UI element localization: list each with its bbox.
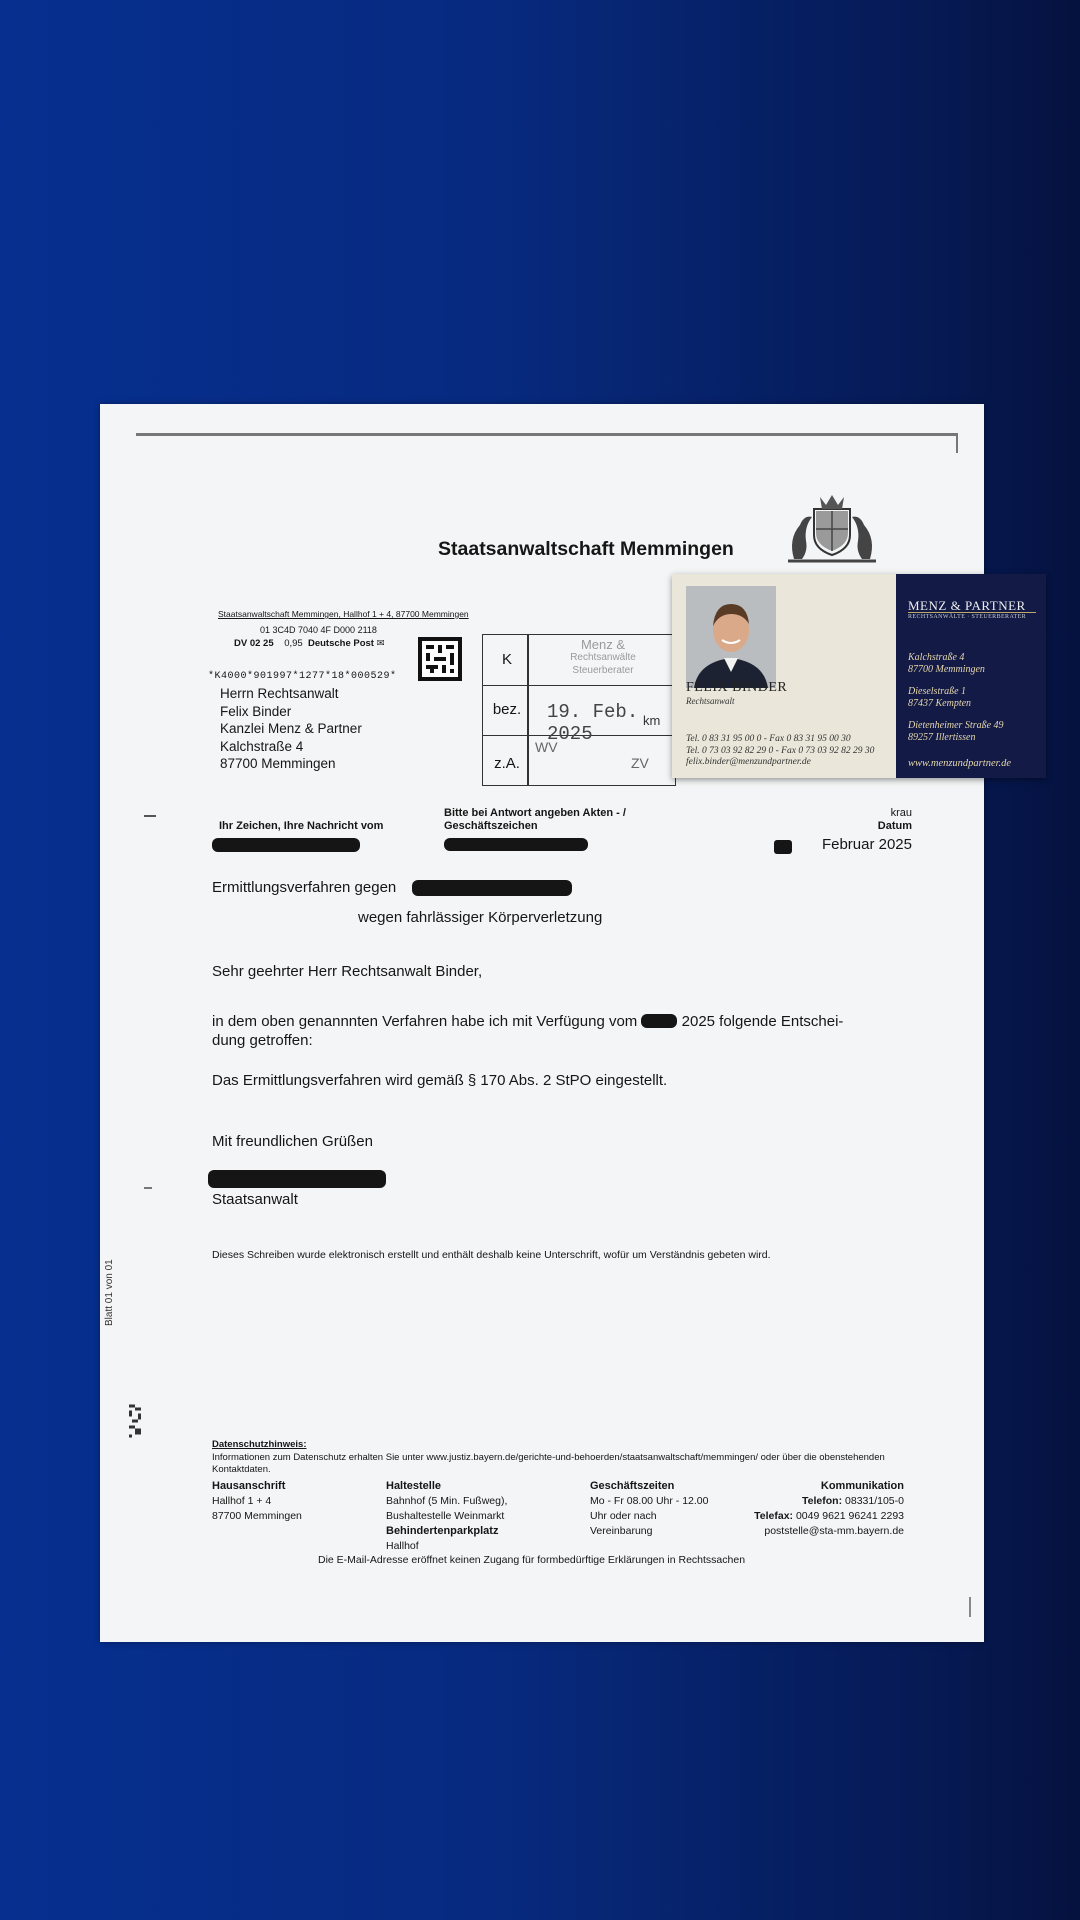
brand-name: MENZ & PARTNER — [908, 598, 1026, 613]
postage-line — [234, 638, 385, 649]
recipient-line: Kanzlei Menz & Partner — [220, 721, 362, 736]
card-website[interactable]: www.menzundpartner.de — [908, 758, 1012, 769]
office-location: Dietenheimer Straße 49 89257 Illertissen — [908, 720, 1004, 743]
top-rule — [136, 433, 958, 436]
footer-hours: Geschäftszeiten Mo - Fr 08.00 Uhr - 12.00 Uhr oder nach Vereinbarung — [590, 1480, 709, 1537]
business-card — [672, 574, 1046, 778]
stamp-zv: ZV — [631, 755, 649, 771]
datamatrix-code-icon — [418, 637, 462, 681]
card-front-panel — [672, 574, 896, 778]
signatory-role: Staatsanwalt — [212, 1191, 298, 1208]
card-brand-panel — [896, 574, 1046, 778]
portrait-photo — [686, 586, 776, 688]
bavarian-coat-of-arms-icon — [774, 489, 890, 565]
your-reference-header: Ihr Zeichen, Ihre Nachricht vom — [219, 820, 384, 832]
salutation: Sehr geehrter Herr Rechtsanwalt Binder, — [212, 963, 483, 980]
redaction-bar — [444, 838, 588, 851]
authority-title: Staatsanwaltschaft Memmingen — [438, 538, 734, 560]
redaction-bar — [212, 838, 360, 852]
barcode-text: *K4000*901997*1277*18*000529* — [208, 671, 397, 682]
card-role: Rechtsanwalt — [686, 696, 735, 706]
office-location: Dieselstraße 1 87437 Kempten — [908, 686, 972, 709]
fold-mark — [144, 1187, 152, 1189]
privacy-heading: Datenschutzhinweis: — [212, 1439, 307, 1450]
sheet-number: Blatt 01 von 01 — [104, 1259, 115, 1326]
recipient-line: Kalchstraße 4 — [220, 738, 304, 754]
footer-email-note: Die E-Mail-Adresse eröffnet keinen Zugang für formbedürftige Erklärungen in Rechtssachen — [318, 1554, 746, 1566]
file-reference-header: Bitte bei Antwort angeben Akten - / Geschäftszeichen — [444, 807, 626, 832]
date-header — [878, 807, 912, 833]
fold-mark — [144, 815, 156, 817]
date-label: Datum — [877, 820, 912, 832]
stamp-label-za: z.A. — [494, 755, 520, 772]
post-horn-icon: ✉ — [376, 638, 385, 649]
recipient-address — [220, 685, 480, 773]
sender-return-line: Staatsanwaltschaft Memmingen, Hallhof 1 + 4, 87700 Memmingen — [218, 609, 469, 619]
stamp-initials: km — [643, 713, 661, 728]
footer-email[interactable]: poststelle@sta-mm.bayern.de — [764, 1525, 904, 1537]
redaction-bar — [641, 1014, 677, 1028]
office-location: Kalchstraße 4 87700 Memmingen — [908, 652, 985, 675]
subject-offense: wegen fahrlässiger Körperverletzung — [358, 909, 603, 926]
stamp-wv: WV — [535, 739, 558, 755]
stamp-label-bez: bez. — [492, 701, 522, 718]
footer-stop: Haltestelle Bahnhof (5 Min. Fußweg), Bushaltestelle Weinmarkt Behindertenparkplatz Hallhof — [386, 1480, 508, 1552]
letter-date: Februar 2025 — [821, 836, 912, 853]
footer-communication: Kommunikation Telefon: 08331/105-0 Telefax: 0049 9621 96241 2293 poststelle@sta-mm.bayern.de — [754, 1480, 904, 1537]
brand-subtitle: RECHTSANWÄLTE · STEUERBERATER — [908, 614, 1027, 620]
post-code: 01 3C4D 7040 4F D000 2118 — [260, 625, 377, 635]
redaction-bar — [412, 880, 572, 896]
sheet-code-icon — [129, 1404, 141, 1438]
top-rule-end — [956, 433, 958, 453]
stamp-date: 19. Feb. 2025 — [547, 701, 639, 745]
redaction-bar — [774, 840, 792, 854]
closing: Mit freundlichen Grüßen — [212, 1133, 373, 1150]
subject-line: Ermittlungsverfahren gegen — [212, 879, 397, 896]
brand-rule — [908, 612, 1036, 613]
electronic-note: Dieses Schreiben wurde elektronisch erstellt und enthält deshalb keine Unterschrift, wofür um Verständnis gebeten wird. — [212, 1249, 771, 1261]
post-carrier: Deutsche Post — [307, 638, 374, 649]
stamp-label-k: K — [501, 651, 512, 668]
post-price: 0,95 — [284, 638, 303, 649]
card-name: FELIX BINDER — [686, 680, 788, 695]
privacy-text: Informationen zum Datenschutz erhalten Sie unter www.justiz.bayern.de/gerichte-und-behoerden/staatsanwaltschaft/memmingen/ oder über die obenstehenden Kontaktdaten. — [212, 1452, 885, 1475]
signature-redaction — [208, 1170, 386, 1188]
recipient-line: 87700 Memmingen — [220, 756, 336, 771]
person-portrait-icon — [686, 586, 776, 688]
card-contacts: Tel. 0 83 31 95 00 0 - Fax 0 83 31 95 00 30 Tel. 0 73 03 92 82 29 0 - Fax 0 73 03 92 82 29 30 felix.binder@menzundpartner.de — [686, 734, 906, 769]
decision-paragraph: in dem oben genannnten Verfahren habe ich mit Verfügung vom 2025 folgende Entschei- dung getroffen: — [212, 1013, 844, 1049]
card-email[interactable]: felix.binder@menzundpartner.de — [686, 757, 811, 767]
footer-address: Hausanschrift Hallhof 1 + 4 87700 Memmingen — [212, 1480, 302, 1522]
stamp-faint-firm: Menz & Rechtsanwälte Steuerberater — [570, 637, 636, 676]
post-dv: DV 02 25 — [234, 638, 274, 649]
ref-abbrev: krau — [890, 807, 912, 819]
recipient-line: Herrn Rechtsanwalt — [220, 686, 339, 701]
edge-mark — [969, 1597, 971, 1617]
receipt-stamp — [482, 634, 676, 786]
decision-text: Das Ermittlungsverfahren wird gemäß § 170 Abs. 2 StPO eingestellt. — [212, 1072, 668, 1089]
recipient-line: Felix Binder — [220, 703, 292, 719]
